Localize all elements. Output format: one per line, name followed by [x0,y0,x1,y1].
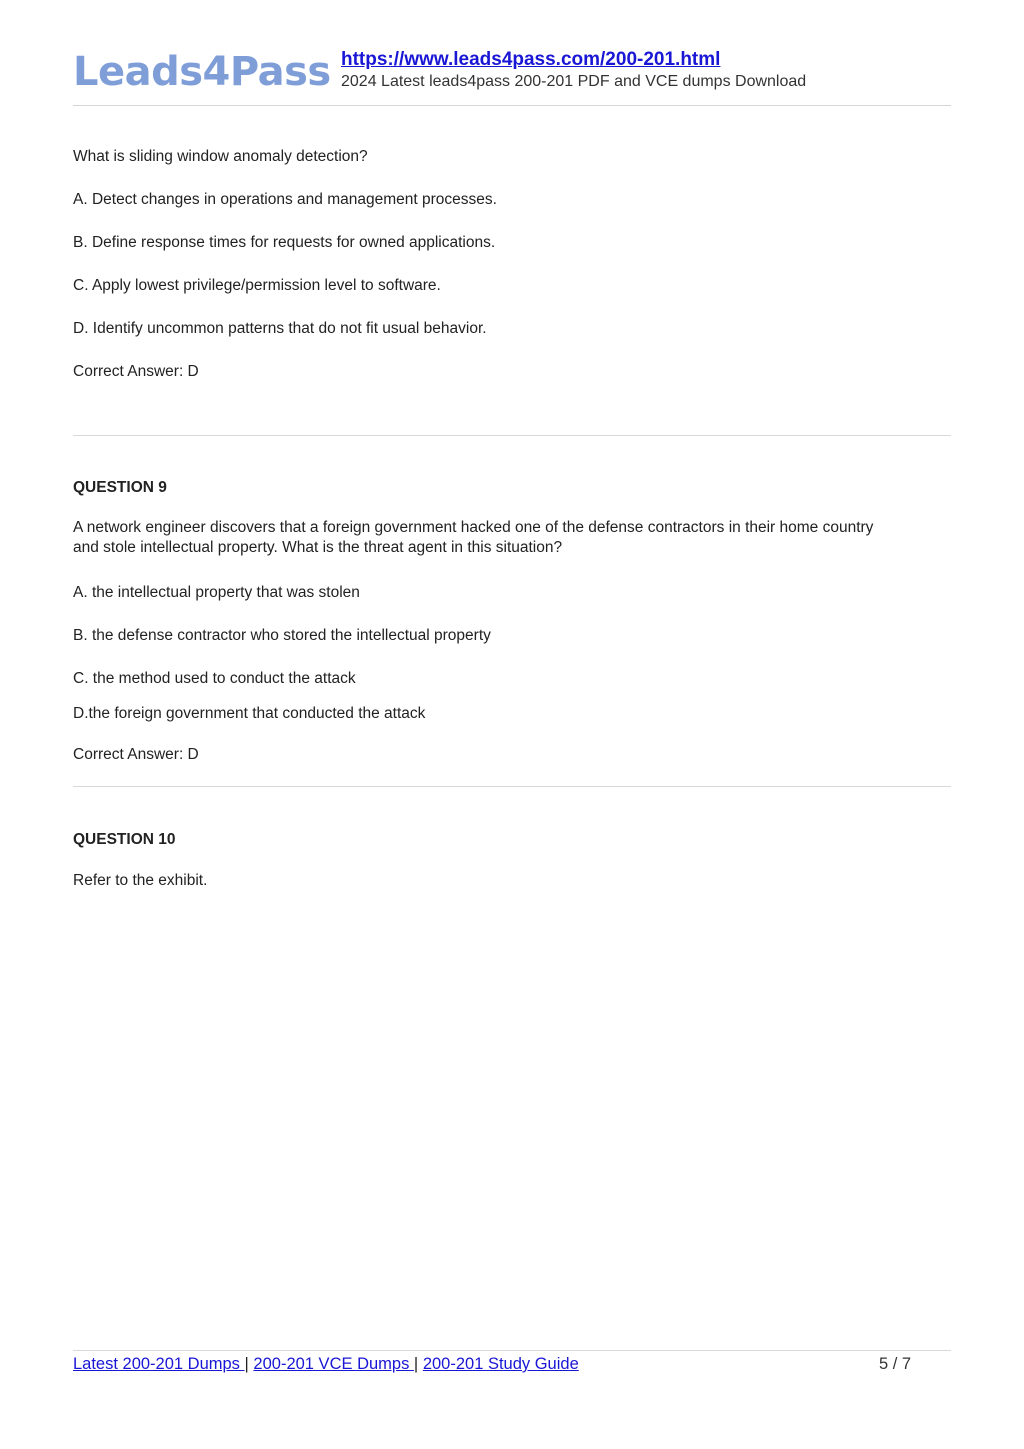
footer-study-guide-link[interactable]: 200-201 Study Guide [422,1355,579,1373]
question-8-option-a: A. Detect changes in operations and management processes. [73,191,497,208]
footer-latest-dumps-link[interactable]: Latest 200-201 Dumps [73,1355,245,1373]
question-8-option-d: D. Identify uncommon patterns that do not fit usual behavior. [73,320,487,337]
question-9-title: QUESTION 9 [73,479,167,496]
question-9-option-b: B. the defense contractor who stored the intellectual property [73,627,491,644]
footer-separator: | [244,1355,249,1373]
question-10-text: Refer to the exhibit. [73,872,208,889]
header-url-link[interactable]: https://www.leads4pass.com/200-201.html [341,49,721,70]
question-8-option-b: B. Define response times for requests for owned applications. [73,234,496,251]
leads4pass-logo[interactable]: Leads4Pass [73,49,331,95]
footer-links [73,1354,579,1374]
page-number: 5 / 7 [879,1355,912,1373]
question-9-answer: Correct Answer: D [73,746,199,763]
footer-separator: | [413,1355,419,1373]
question-8-answer: Correct Answer: D [73,363,199,380]
question-9-text-line-1: A network engineer discovers that a foreign government hacked one of the defense contractors in their home country [73,519,874,536]
question-9-option-d: D.the foreign government that conducted the attack [73,705,426,722]
question-9-text-line-2: and stole intellectual property. What is the threat agent in this situation? [73,539,563,556]
header-subtitle: 2024 Latest leads4pass 200-201 PDF and VCE dumps Download [341,73,807,90]
question-9-option-a: A. the intellectual property that was stolen [73,584,360,601]
question-10-title: QUESTION 10 [73,831,176,848]
question-9-option-c: C. the method used to conduct the attack [73,670,356,687]
footer-vce-dumps-link[interactable]: 200-201 VCE Dumps [253,1355,414,1373]
page-footer [73,1350,951,1373]
page-header [73,44,951,106]
divider [73,435,951,436]
question-8-text: What is sliding window anomaly detection? [73,148,368,165]
question-8-option-c: C. Apply lowest privilege/permission level to software. [73,277,441,294]
divider [73,786,951,787]
